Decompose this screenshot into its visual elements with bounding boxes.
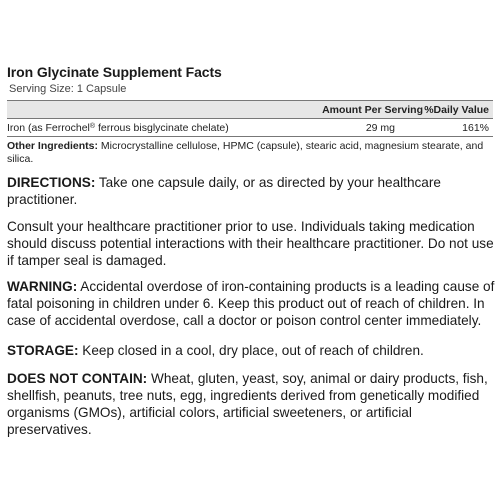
serving-size: Serving Size: 1 Capsule <box>9 83 127 95</box>
does-not-contain-label: DOES NOT CONTAIN: <box>7 371 148 386</box>
facts-table-header <box>7 101 493 118</box>
facts-title: Iron Glycinate Supplement Facts <box>7 64 222 80</box>
directions-section <box>7 174 495 208</box>
does-not-contain-section <box>7 370 495 438</box>
nutrient-amount: 29 mg <box>365 122 395 134</box>
directions-text: Take one capsule daily, or as directed by your healthcare practitioner. <box>7 175 441 207</box>
table-row <box>7 119 493 136</box>
consult-text: Consult your healthcare practitioner prior to use. Individuals taking medication should discuss potential interactions with their healthcare practitioner. Do not use if tamper seal is damaged. <box>7 219 494 268</box>
other-ingredients-text: Microcrystalline cellulose, HPMC (capsule), stearic acid, magnesium stearate, and silica. <box>7 140 484 165</box>
nutrient-name-prefix: Iron (as Ferrochel <box>7 122 90 134</box>
storage-label: STORAGE: <box>7 343 79 358</box>
warning-label: WARNING: <box>7 279 78 294</box>
registered-mark: ® <box>89 123 96 130</box>
other-ingredients-label: Other Ingredients: <box>7 140 99 152</box>
amount-per-serving-header: Amount Per Serving <box>322 104 423 116</box>
table-bottom-rule <box>7 136 493 137</box>
daily-value-header: %Daily Value <box>424 104 489 116</box>
warning-section <box>7 278 495 329</box>
directions-label: DIRECTIONS: <box>7 175 96 190</box>
storage-text: Keep closed in a cool, dry place, out of reach of children. <box>78 343 424 358</box>
nutrient-name <box>7 122 229 134</box>
other-ingredients <box>7 140 491 166</box>
warning-text: Accidental overdose of iron-containing products is a leading cause of fatal poisoning in children under 6. Keep this product out of reach of children. In case of accidental overdose, call a doctor or poison control center immediately. <box>7 279 495 328</box>
consult-section <box>7 218 495 269</box>
storage-section <box>7 342 495 359</box>
does-not-contain-text: Wheat, gluten, yeast, soy, animal or dairy products, fish, shellfish, peanuts, tree nuts, egg, ingredients derived from genetically modified organisms (GMOs), artificial colors, artificial sweeteners, or artificial preservatives. <box>7 371 488 437</box>
nutrient-daily-value: 161% <box>462 122 489 134</box>
nutrient-name-suffix: ferrous bisglycinate chelate) <box>95 122 229 134</box>
